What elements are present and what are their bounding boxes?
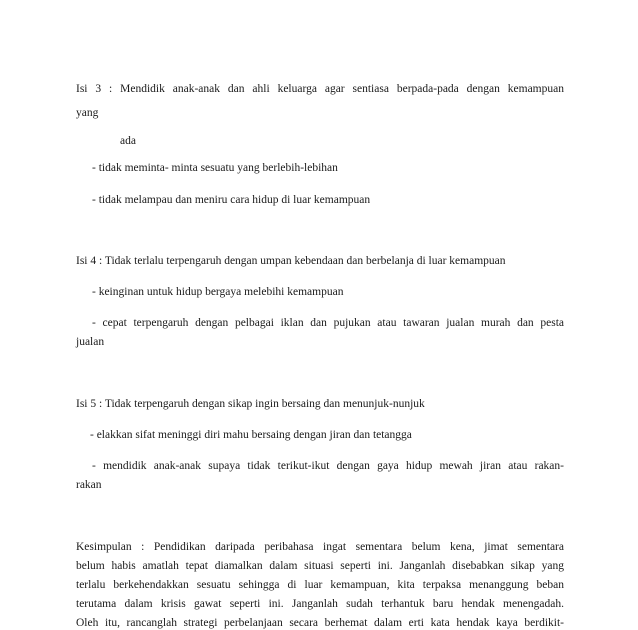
isi4-bullet-2-line-1: - cepat terpengaruh dengan pelbagai iklan dan pujukan atau tawaran jualan murah dan pesta bbox=[92, 317, 564, 329]
kesimpulan-line-4: terutama dalam krisis gawat seperti ini. Janganlah sudah terhantuk baru hendak menengadah. bbox=[76, 598, 564, 610]
isi3-bullet-1: - tidak meminta- minta sesuatu yang berlebih-lebihan bbox=[92, 162, 338, 174]
isi3-bullet-2: - tidak melampau dan meniru cara hidup di luar kemampuan bbox=[92, 194, 371, 206]
isi3-line-3: ada bbox=[120, 135, 136, 147]
isi4-heading: Isi 4 : Tidak terlalu terpengaruh dengan umpan kebendaan dan berbelanja di luar kemampuan bbox=[76, 255, 506, 267]
kesimpulan-line-1: Kesimpulan : Pendidikan daripada peribahasa ingat sementara belum kena, jimat sementara bbox=[76, 541, 564, 553]
kesimpulan-line-3: terlalu berkehendakkan sesuatu sehingga di luar kemampuan, kita terpaksa menanggung beban bbox=[76, 579, 564, 591]
kesimpulan-line-5: Oleh itu, rancanglah strategi perbelanjaan secara berhemat dalam erti kata hendak kaya berdikit- bbox=[76, 617, 564, 629]
isi4-bullet-2-line-2: jualan bbox=[76, 336, 105, 348]
isi4-bullet-1: - keinginan untuk hidup bergaya melebihi kemampuan bbox=[92, 286, 344, 298]
isi3-line-1: Isi 3 : Mendidik anak-anak dan ahli keluarga agar sentiasa berpada-pada dengan kemampuan bbox=[76, 83, 564, 95]
isi5-bullet-2-line-2: rakan bbox=[76, 479, 102, 491]
isi5-bullet-2-line-1: - mendidik anak-anak supaya tidak terikut-ikut dengan gaya hidup mewah jiran atau rakan- bbox=[92, 460, 564, 472]
isi3-line-2: yang bbox=[76, 107, 99, 119]
kesimpulan-line-2: belum habis amatlah tepat diamalkan dalam situasi seperti ini. Janganlah disebabkan sikap yang bbox=[76, 560, 564, 572]
isi5-heading: Isi 5 : Tidak terpengaruh dengan sikap ingin bersaing dan menunjuk-nunjuk bbox=[76, 398, 425, 410]
isi5-bullet-1: - elakkan sifat meninggi diri mahu bersaing dengan jiran dan tetangga bbox=[90, 429, 412, 441]
